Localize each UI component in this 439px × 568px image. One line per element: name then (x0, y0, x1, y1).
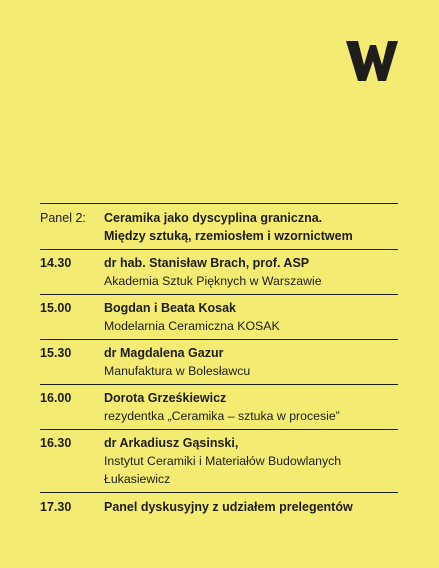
schedule-content (104, 344, 398, 380)
speaker-affiliation: rezydentka „Ceramika – sztuka w procesie” (104, 409, 340, 423)
panel-title-line-2: Między sztuką, rzemiosłem i wzornictwem (104, 229, 353, 243)
schedule-time: 15.30 (40, 346, 72, 360)
schedule-time: 16.00 (40, 391, 72, 405)
speaker-affiliation: Modelarnia Ceramiczna KOSAK (104, 319, 280, 333)
panel-header-row (40, 204, 398, 250)
w-logo-icon (346, 41, 398, 81)
schedule-content (104, 434, 398, 488)
speaker-name: dr hab. Stanisław Brach, prof. ASP (104, 256, 310, 270)
speaker-name: dr Magdalena Gazur (104, 346, 224, 360)
speaker-affiliation: Manufaktura w Bolesławcu (104, 364, 251, 378)
speaker-affiliation: Instytut Ceramiki i Materiałów Budowlanych (104, 454, 342, 468)
program-schedule (40, 203, 398, 520)
speaker-name: Bogdan i Beata Kosak (104, 301, 236, 315)
panel-label: Panel 2: (40, 211, 86, 225)
discussion-panel-title: Panel dyskusyjny z udziałem prelegentów (104, 500, 353, 514)
speaker-affiliation: Akademia Sztuk Pięknych w Warszawie (104, 274, 322, 288)
speaker-name: Dorota Grześkiewicz (104, 391, 227, 405)
schedule-content (104, 254, 398, 290)
schedule-row (40, 385, 398, 430)
schedule-row (40, 295, 398, 340)
speaker-name: dr Arkadiusz Gąsinski, (104, 436, 239, 450)
schedule-row (40, 340, 398, 385)
schedule-content (104, 498, 398, 516)
schedule-row (40, 493, 398, 520)
schedule-content (104, 299, 398, 335)
schedule-row (40, 250, 398, 295)
panel-title (104, 209, 398, 245)
speaker-affiliation: Łukasiewicz (104, 472, 171, 486)
panel-title-line-1: Ceramika jako dyscyplina graniczna. (104, 211, 323, 225)
schedule-row (40, 430, 398, 493)
schedule-time: 14.30 (40, 256, 72, 270)
schedule-time: 17.30 (40, 500, 72, 514)
schedule-time: 15.00 (40, 301, 72, 315)
schedule-content (104, 389, 398, 425)
schedule-time: 16.30 (40, 436, 72, 450)
